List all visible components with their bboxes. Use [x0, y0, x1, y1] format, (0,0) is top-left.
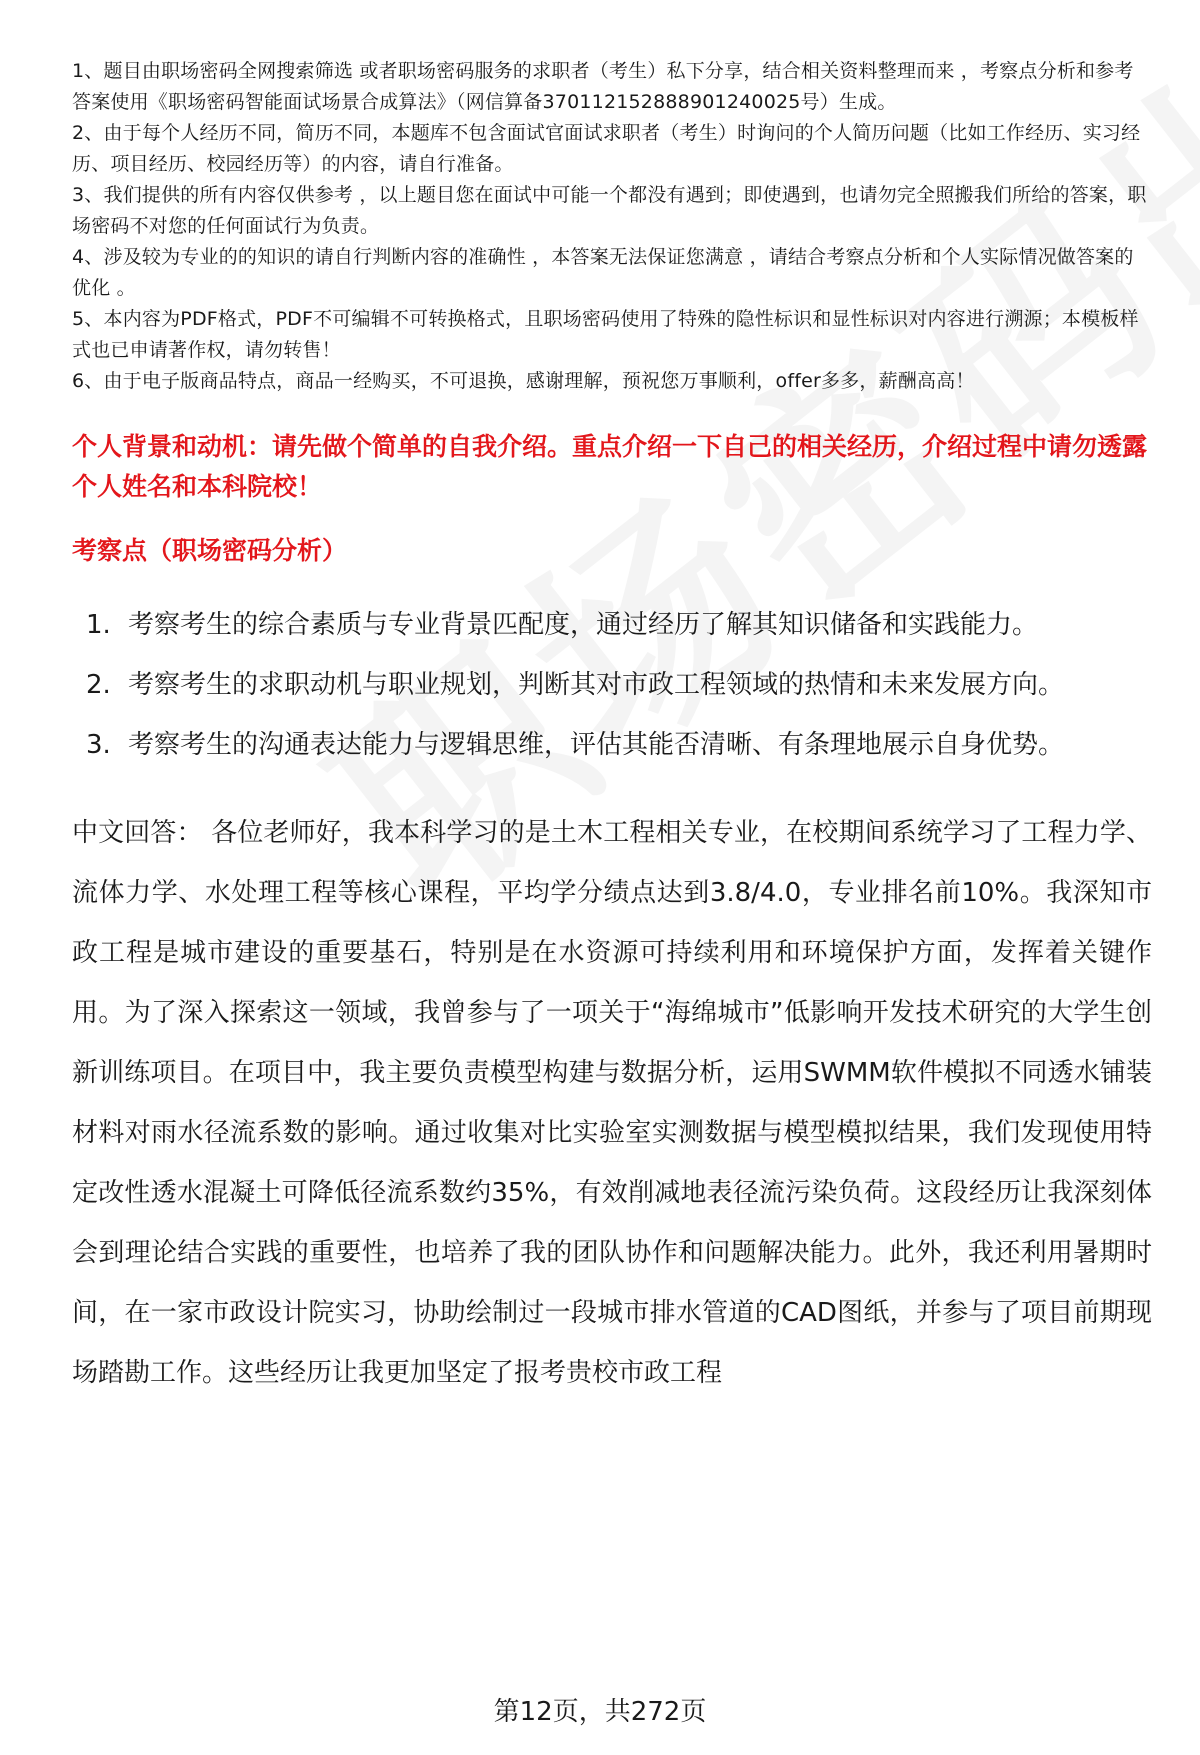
analysis-title: 考察点（职场密码分析）	[72, 536, 348, 565]
page-footer: 第12页，共272页	[493, 1697, 707, 1727]
interview-question: 个人背景和动机：请先做个简单的自我介绍。重点介绍一下自己的相关经历，介绍过程中请勿透露个人姓名和本科院校！	[72, 432, 1148, 501]
disclaimer-item: 5、本内容为PDF格式，PDF不可编辑不可转换格式，且职场密码使用了特殊的隐性标识和显性标识对内容进行溯源；本模板样式也已申请著作权，请勿转售！	[72, 308, 1139, 361]
point-text: 考察考生的求职动机与职业规划，判断其对市政工程领域的热情和未来发展方向。	[128, 670, 1065, 700]
disclaimer-item: 6、由于电子版商品特点，商品一经购买，不可退换，感谢理解，预祝您万事顺利，offer多多，薪酬高高！	[72, 370, 975, 392]
answer-paragraph: 中文回答： 各位老师好，我本科学习的是土木工程相关专业，在校期间系统学习了工程力学、流体力学、水处理工程等核心课程，平均学分绩点达到3.8/4.0，专业排名前10%。我深知市政工程是城市建设的重要基石，特别是在水资源可持续利用和环境保护方面，发挥着关键作用。为了深入探索这一领域，我曾参与了一项关于“海绵城市”低影响开发技术研究的大学生创新训练项目。在项目中，我主要负责模型构建与数据分析，运用SWMM软件模拟不同透水铺装材料对雨水径流系数的影响。通过收集对比实验室实测数据与模型模拟结果，我们发现使用特定改性透水混凝土可降低径流系数约35%，有效削减地表径流污染负荷。这段经历让我深刻体会到理论结合实践的重要性，也培养了我的团队协作和问题解决能力。此外，我还利用暑期时间，在一家市政设计院实习，协助绘制过一段城市排水管道的CAD图纸，并参与了项目前期现场踏勘工作。这些经历让我更加坚定了报考贵校市政工程	[72, 818, 1152, 1388]
disclaimer-item: 2、由于每个人经历不同，简历不同，本题库不包含面试官面试求职者（考生）时询问的个人简历问题（比如工作经历、实习经历、项目经历、校园经历等）的内容，请自行准备。	[72, 122, 1141, 175]
disclaimer-item: 4、涉及较为专业的的知识的请自行判断内容的准确性 ，本答案无法保证您满意 ，请结合考察点分析和个人实际情况做答案的优化 。	[72, 246, 1134, 299]
point-number: 1.	[86, 610, 111, 640]
point-number: 2.	[86, 670, 111, 700]
point-text: 考察考生的综合素质与专业背景匹配度，通过经历了解其知识储备和实践能力。	[128, 610, 1039, 640]
point-number: 3.	[86, 730, 111, 760]
analysis-point	[72, 715, 1152, 775]
point-text: 考察考生的沟通表达能力与逻辑思维，评估其能否清晰、有条理地展示自身优势。	[128, 730, 1065, 760]
disclaimer-item: 1、题目由职场密码全网搜索筛选 或者职场密码服务的求职者（考生）私下分享，结合相关资料整理而来 ，考察点分析和参考答案使用《职场密码智能面试场景合成算法》（网信算备370112152888901240025号）生成。	[72, 60, 1134, 113]
analysis-point	[72, 655, 1152, 715]
document-page	[72, 56, 1152, 1403]
disclaimer-item: 3、我们提供的所有内容仅供参考 ，以上题目您在面试中可能一个都没有遇到；即使遇到，也请勿完全照搬我们所给的答案，职场密码不对您的任何面试行为负责。	[72, 184, 1147, 237]
analysis-point	[72, 595, 1152, 655]
analysis-points-list	[72, 595, 1152, 775]
disclaimer-block	[72, 56, 1152, 397]
